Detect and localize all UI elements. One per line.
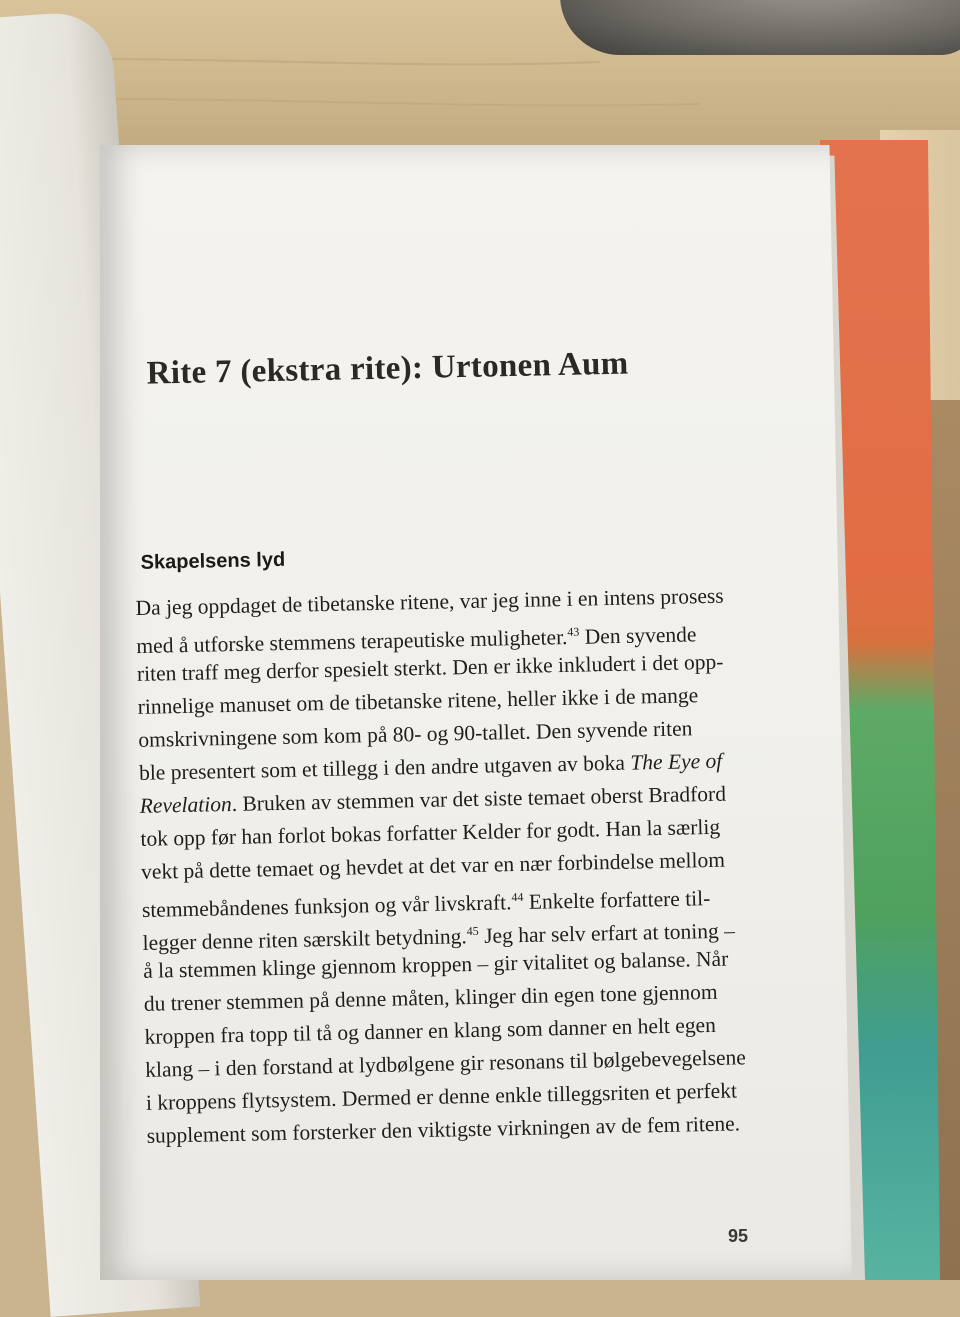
text-line-em: The Eye of — [630, 748, 723, 775]
text-line-pre: i kroppens flytsystem. Dermed er denne enkle tilleggsriten et perfekt — [145, 1078, 738, 1115]
sink-basin — [560, 0, 960, 55]
text-line-sup: 45 — [466, 923, 479, 939]
text-line-pre: tok opp før han forlot bokas forfatter Kelder for godt. Han la særlig — [140, 814, 721, 851]
text-line-pre: supplement som forsterker den viktigste virkningen av de fem ritene. — [146, 1111, 741, 1148]
chapter-title: Rite 7 (ekstra rite): Urtonen Aum — [146, 345, 629, 392]
text-line-em: Revelation — [139, 791, 232, 818]
text-line-pre: stemmebåndenes funksjon og vår livskraft. — [141, 890, 512, 923]
text-line-pre: med å utforske stemmens terapeutiske muligheter. — [136, 625, 568, 659]
text-line-post: Enkelte forfattere til- — [523, 886, 711, 915]
text-line-pre: rinnelige manuset om de tibetanske ritene, heller ikke i de mange — [137, 683, 699, 719]
text-line-sup: 43 — [567, 624, 580, 639]
text-line-post: . Bruken av stemmen var det siste temaet oberst Bradford — [231, 781, 727, 816]
page-number: 95 — [728, 1226, 749, 1246]
text-line-pre: du trener stemmen på denne måten, klinger din egen tone gjennom — [143, 979, 718, 1016]
body-paragraph — [135, 579, 787, 1153]
text-line-post: Den syvende — [579, 622, 697, 649]
text-line-post: Jeg har selv erfart at toning – — [478, 918, 736, 948]
text-line-pre: å la stemmen klinge gjennom kroppen – gir vitalitet og balanse. Når — [142, 946, 729, 983]
text-line-pre: Da jeg oppdaget de tibetanske ritene, var jeg inne i en intens prosess — [135, 583, 724, 620]
text-line-pre: kroppen fra topp til tå og danner en klang som danner en helt egen — [144, 1012, 717, 1049]
text-line-sup: 44 — [511, 889, 524, 905]
section-heading: Skapelsens lyd — [140, 548, 286, 574]
text-line-pre: legger denne riten særskilt betydning. — [142, 924, 468, 956]
text-line-pre: omskrivningene som kom på 80- og 90-tallet. Den syvende riten — [138, 716, 693, 752]
text-line-pre: vekt på dette temaet og hevdet at det var en nær forbindelse mellom — [140, 847, 726, 884]
text-line-pre: klang – i den forstand at lydbølgene gir resonans til bølgebevegelsene — [145, 1045, 747, 1082]
text-line-pre: riten traff meg derfor spesielt sterkt. Den er ikke inkludert i det opp- — [136, 649, 724, 686]
text-line-pre: ble presentert som et tillegg i den andre utgaven av boka — [138, 750, 631, 785]
